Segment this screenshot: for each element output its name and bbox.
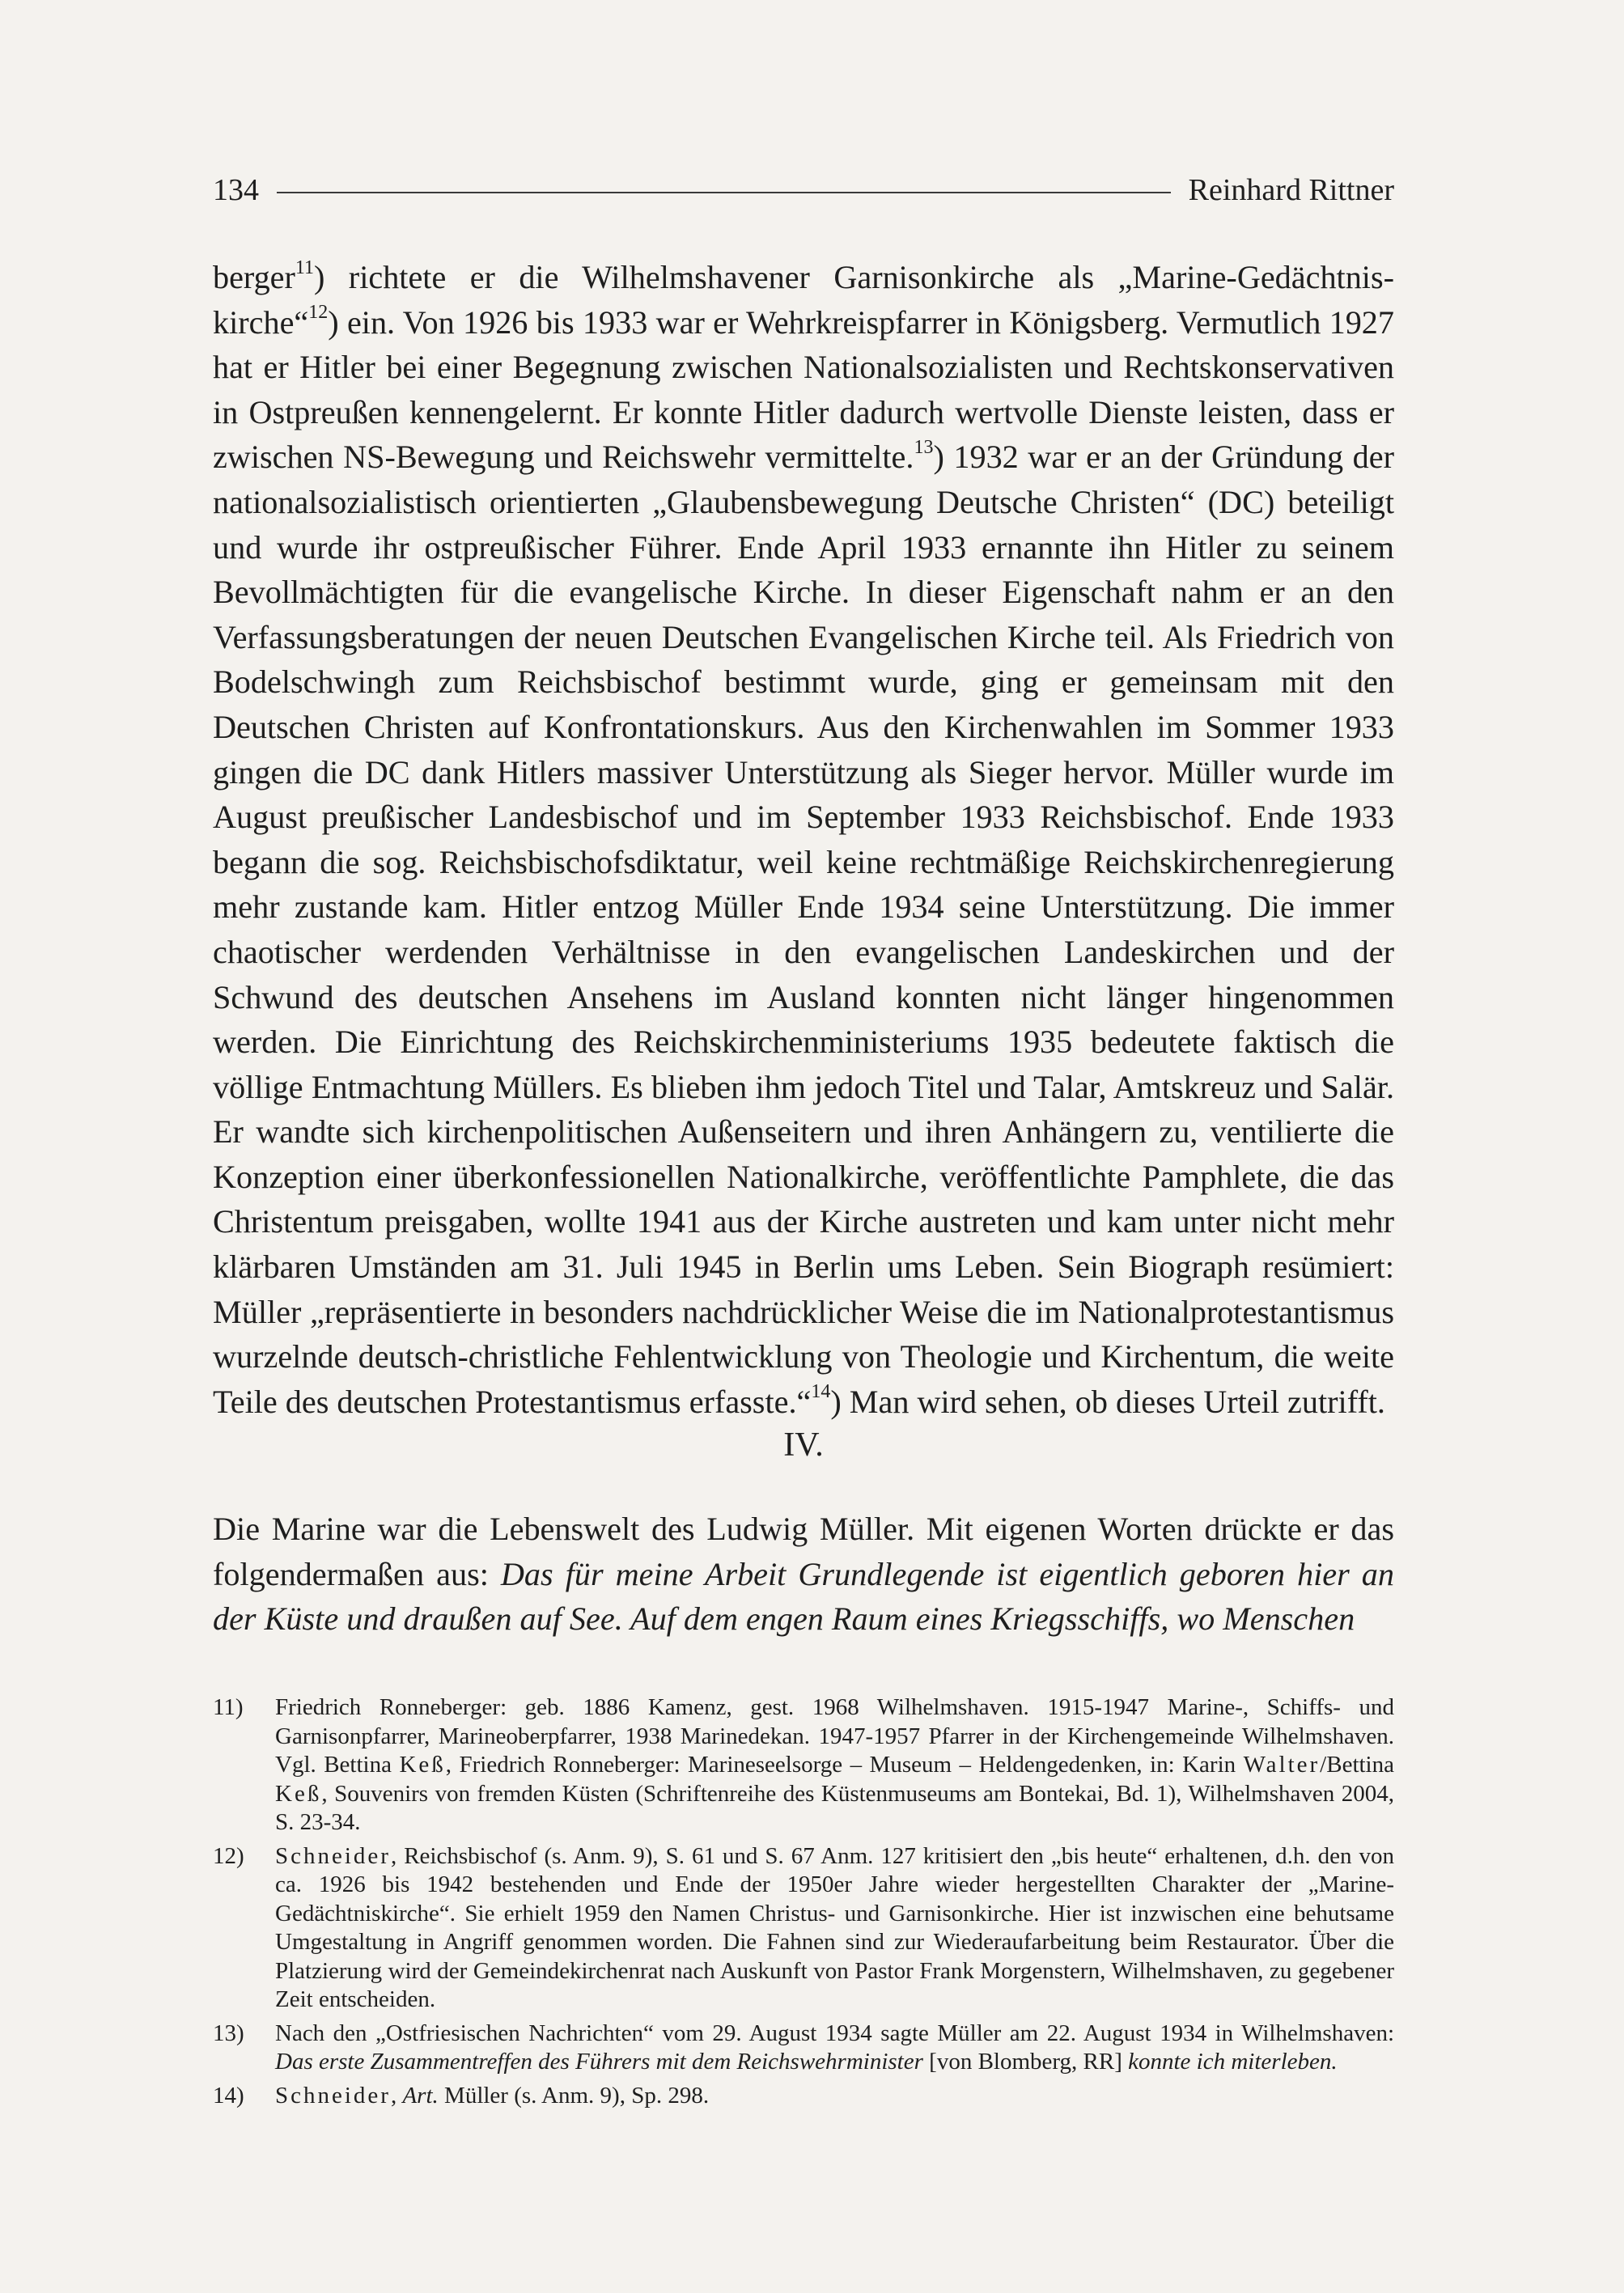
footnote-number: 11)	[213, 1694, 244, 1720]
footnote-ref-12[interactable]: 12	[308, 302, 329, 324]
text-run: ) Man wird sehen, ob dieses Urteil zutrifft.	[830, 1383, 1385, 1420]
footnote-text	[275, 2082, 1394, 2111]
footnote-number: 14)	[213, 2082, 244, 2109]
text-run: berger	[213, 259, 295, 295]
running-title: Reinhard Rittner	[1188, 173, 1394, 207]
author-name: Keß	[275, 1780, 322, 1807]
author-name: Keß	[399, 1752, 446, 1778]
header-rule	[277, 192, 1171, 193]
text-run: , Souvenirs von fremden Küsten (Schriftenreihe des Küstenmuseums am Bontekai, Bd. 1), Wilhelmshaven 2004, S. 23-34.	[275, 1780, 1394, 1835]
text-run: ) ein. Von 1926 bis 1933 war er Wehrkreispfarrer in Königsberg. Vermutlich 1927 hat er Hitler bei einer Begegnung zwischen Nationalsozialisten und Rechtskonservativen in Ostpreußen kennengelernt. Er konnte Hitler dadurch wertvolle Dienste leisten, dass er zwischen NS-Bewegung und Reichswehr vermittelte.	[213, 303, 1394, 476]
footnote-11	[213, 1693, 1394, 1837]
second-paragraph	[213, 1507, 1394, 1642]
text-run: Müller (s. Anm. 9), Sp. 298.	[438, 2082, 710, 2109]
text-run: Nach den „Ostfriesischen Nachrichten“ vom 29. August 1934 sagte Müller am 22. August 1934 in Wilhelmshaven:	[275, 2020, 1394, 2046]
text-run: /Bettina	[1320, 1752, 1394, 1778]
author-name: Walter	[1243, 1752, 1321, 1778]
footnote-12	[213, 1842, 1394, 2015]
footnote-14	[213, 2082, 1394, 2111]
main-paragraph	[213, 255, 1394, 1424]
footnote-ref-13[interactable]: 13	[914, 436, 934, 458]
italic-quote: Das für meine Arbeit Grundlegende ist eigentlich geboren hier an der Küste und draußen auf See. Auf dem engen Raum eines Kriegsschiffs, wo Menschen	[213, 1555, 1394, 1638]
text-run: , Friedrich Ronneberger: Marineseelsorge – Museum – Heldengedenken, in: Karin	[445, 1752, 1244, 1778]
section-heading: IV.	[783, 1426, 824, 1464]
footnote-ref-11[interactable]: 11	[295, 256, 315, 278]
text-run: [von Blomberg, RR]	[922, 2049, 1129, 2075]
author-name: Schneider	[275, 2082, 391, 2109]
page-number: 134	[213, 173, 259, 207]
text-run: ,	[390, 2082, 403, 2109]
text-run: , Reichsbischof (s. Anm. 9), S. 61 und S. 67 Anm. 127 kritisiert den „bis heute“ erhaltenen, d.h. den von ca. 1926 bis 1942 bestehenden und Ende der 1950er Jahre wieder hergestellten Charakter der „Marine-Gedächtniskirche“. Sie erhielt 1959 den Namen Christus- und Garnisonkirche. Hier ist inzwischen eine behutsame Umgestaltung in Angriff genommen worden. Die Fahnen sind zur Wiederaufarbeitung beim Restaurator. Über die Platzierung wird der Gemeindekirchenrat nach Auskunft von Pastor Frank Morgenstern, Wilhelmshaven, zu gegebener Zeit entscheiden.	[275, 1842, 1394, 2012]
footnote-number: 13)	[213, 2020, 244, 2046]
footnote-number: 12)	[213, 1842, 244, 1869]
paragraph-2	[213, 1507, 1394, 1642]
running-header	[213, 166, 1394, 214]
footnote-text	[275, 2020, 1394, 2077]
italic-quote: Das erste Zusammentreffen des Führers mit dem Reichswehrminister	[275, 2049, 923, 2075]
footnote-text	[275, 1693, 1394, 1837]
footnotes	[213, 1693, 1394, 2115]
text-run: Friedrich Ronneberger: geb. 1886 Kamenz, gest. 1968 Wilhelmshaven. 1915-1947 Marine-, Schiffs- und Garnisonpfarrer, Marineoberpfarrer, 1938 Marinedekan. 1947-1957 Pfarrer in der Kirchengemeinde Wilhelmshaven. Vgl. Bettina	[275, 1694, 1394, 1778]
text-run: ) 1932 war er an der Gründung der nationalsozialistisch orientierten „Glaubensbewegung Deutsche Christen“ (DC) beteiligt und wurde ihr ostpreußischer Führer. Ende April 1933 ernannte ihn Hitler zu seinem Bevollmächtigten für die evangelische Kirche. In dieser Eigenschaft nahm er an den Verfassungsberatungen der neuen Deutschen Evangelischen Kirche teil. Als Friedrich von Bodelschwingh zum Reichsbischof bestimmt wurde, ging er gemeinsam mit den Deutschen Christen auf Konfrontationskurs. Aus den Kirchenwahlen im Sommer 1933 gingen die DC dank Hitlers massiver Unterstützung als Sieger hervor. Müller wurde im August preußischer Landesbischof und im September 1933 Reichsbischof. Ende 1933 begann die sog. Reichsbischofsdiktatur, weil keine rechtmäßige Reichskirchenregierung mehr zustande kam. Hitler entzog Müller Ende 1934 seine Unterstützung. Die immer chaotischer werdenden Verhältnisse in den evangelischen Landeskirchen und der Schwund des deutschen Ansehens im Ausland konnten nicht länger hingenommen werden. Die Einrichtung des Reichskirchenministeriums 1935 bedeutete faktisch die völlige Entmachtung Müllers. Es blieben ihm jedoch Titel und Talar, Amtskreuz und Salär. Er wandte sich kirchenpolitischen Außenseitern und ihren Anhängern zu, ventilierte die Konzeption einer überkonfessionellen Nationalkirche, veröffentlichte Pamphlete, die das Christentum preisgaben, wollte 1941 aus der Kirche austreten und kam unter nicht mehr klärbaren Umständen am 31. Juli 1945 in Berlin ums Leben. Sein Biograph resümiert: Müller „repräsentierte in besonders nachdrücklicher Weise die im Nationalprotestantismus wurzelnde deutsch-christliche Fehlentwicklung von Theologie und Kirchentum, die weite Teile des deutschen Protestantismus erfasste.“	[213, 439, 1394, 1420]
text-run: Die Marine war die Lebenswelt des Ludwig Müller. Mit eigenen Worten drückte er das folgendermaßen aus:	[213, 1511, 1394, 1592]
footnote-text	[275, 1842, 1394, 2015]
footnote-ref-14[interactable]: 14	[811, 1381, 831, 1403]
footnote-13	[213, 2020, 1394, 2077]
italic-text: Art.	[402, 2082, 439, 2109]
text-run: ) richtete er die Wilhelmshavener Garnisonkirche als „Marine-Gedächtnis-kirche“	[213, 259, 1394, 341]
italic-quote: konnte ich miterleben.	[1128, 2049, 1338, 2075]
author-name: Schneider	[275, 1842, 391, 1869]
paragraph-1	[213, 255, 1394, 1424]
